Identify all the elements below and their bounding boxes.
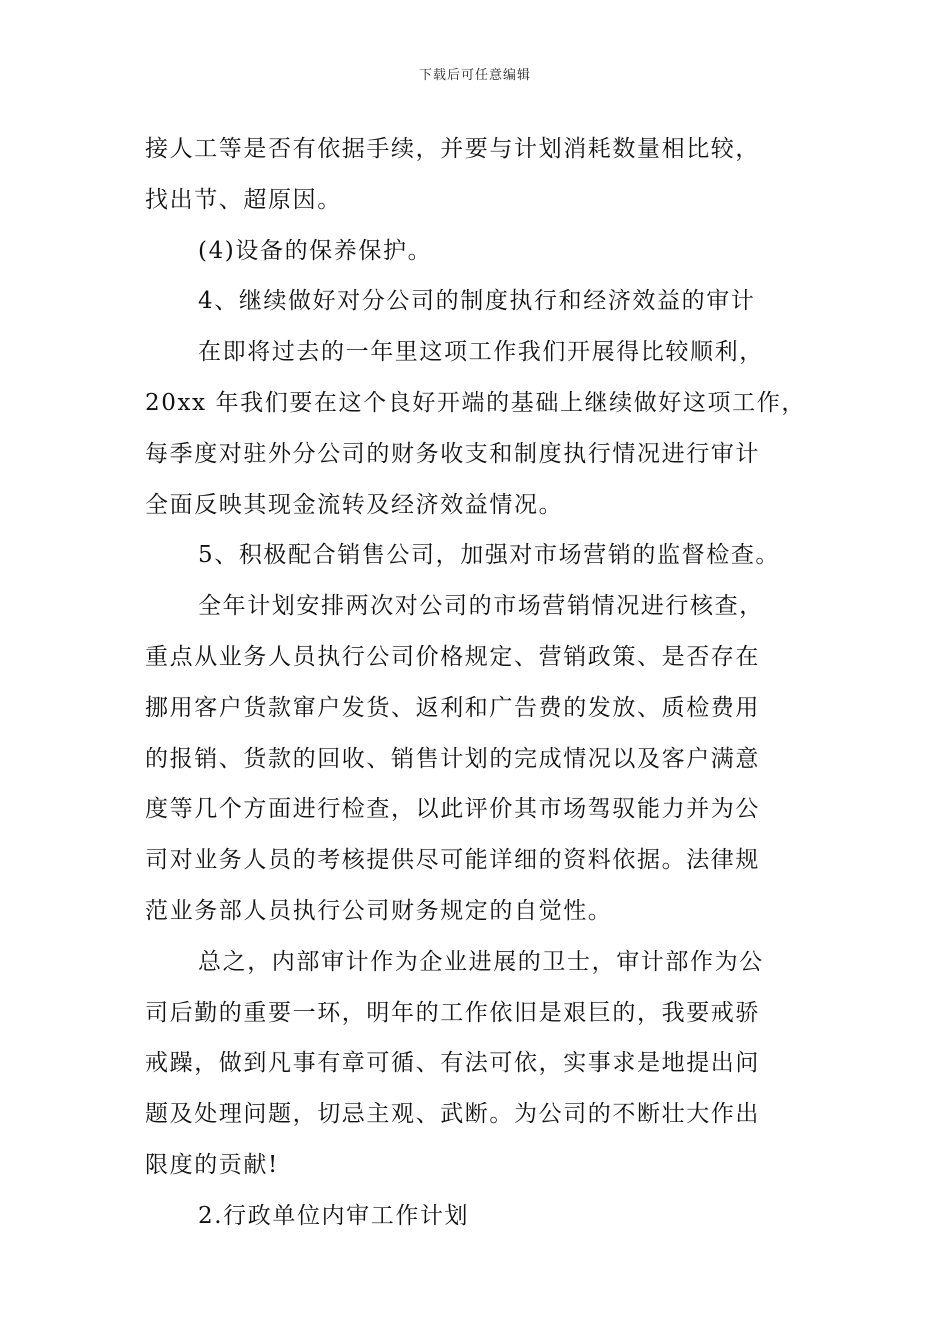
text-line: 找出节、超原因。 (145, 186, 342, 213)
text-line: 挪用客户货款窜户发货、返利和广告费的发放、质检费用 (145, 694, 760, 721)
text-line: 范业务部人员执行公司财务规定的自觉性。 (145, 897, 613, 924)
text-line: 全面反映其现金流转及经济效益情况。 (145, 491, 564, 518)
section-heading: 5、积极配合销售公司，加强对市场营销的监督检查。 (198, 542, 781, 569)
list-item-heading: (4)设备的保养保护。 (198, 237, 433, 264)
text-line: 度等几个方面进行检查，以此评价其市场驾驭能力并为公 (145, 796, 760, 823)
section-heading: 2.行政单位内审工作计划 (198, 1202, 470, 1229)
text-line: 限度的贡献! (145, 1151, 279, 1178)
document-body (145, 124, 810, 1242)
page-header-note: 下载后可任意编辑 (418, 68, 531, 83)
text-line: 司对业务人员的考核提供尽可能详细的资料依据。法律规 (145, 847, 760, 874)
paragraph-start: 总之，内部审计作为企业进展的卫士，审计部作为公 (198, 948, 764, 975)
text-line: 每季度对驻外分公司的财务收支和制度执行情况进行审计 (145, 440, 760, 467)
text-line: 戒躁，做到凡事有章可循、有法可依，实事求是地提出问 (145, 1050, 760, 1077)
section-heading: 4、继续做好对分公司的制度执行和经济效益的审计 (198, 288, 756, 315)
text-line: 题及处理问题，切忌主观、武断。为公司的不断壮大作出 (145, 1101, 760, 1128)
text-line: 司后勤的重要一环，明年的工作依旧是艰巨的，我要戒骄 (145, 999, 760, 1026)
paragraph-start: 在即将过去的一年里这项工作我们开展得比较顺利， (198, 339, 764, 366)
text-line: 20xx 年我们要在这个良好开端的基础上继续做好这项工作， (145, 389, 806, 416)
text-line: 重点从业务人员执行公司价格规定、营销政策、是否存在 (145, 643, 760, 670)
text-line: 接人工等是否有依据手续，并要与计划消耗数量相比较， (145, 136, 760, 162)
text-line: 的报销、货款的回收、销售计划的完成情况以及客户满意 (145, 745, 760, 772)
paragraph-start: 全年计划安排两次对公司的市场营销情况进行核查， (198, 593, 764, 620)
